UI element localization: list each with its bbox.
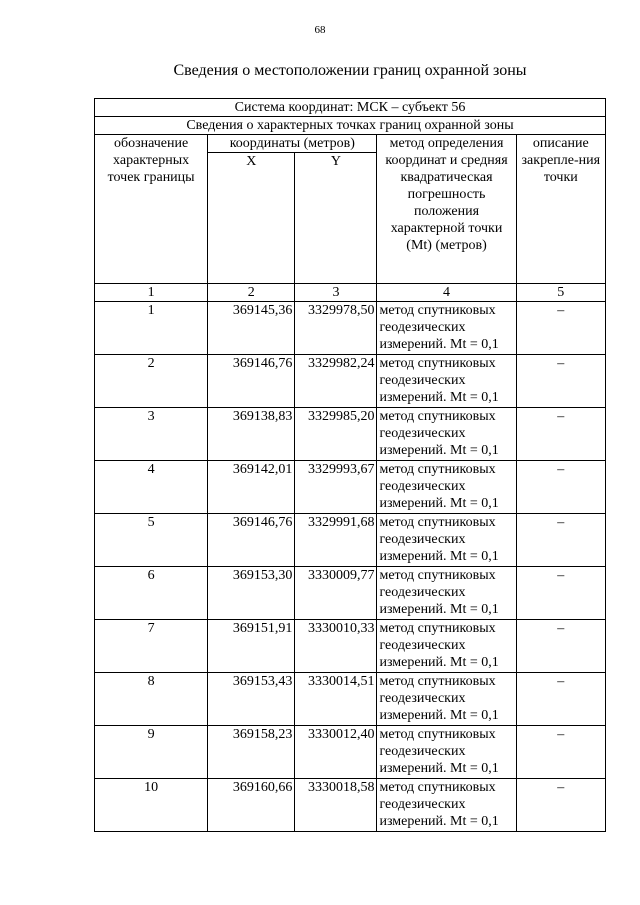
coordinate-x: 369158,23	[208, 726, 295, 779]
point-number: 7	[95, 620, 208, 673]
coordinate-y: 3329982,24	[295, 355, 377, 408]
method-cell: метод спутниковых геодезических измерений. Mt = 0,1	[377, 408, 516, 461]
method-cell: метод спутниковых геодезических измерений. Mt = 0,1	[377, 514, 516, 567]
table-row	[95, 567, 606, 620]
table-row	[95, 408, 606, 461]
table-row	[95, 302, 606, 355]
column-number: 5	[516, 284, 605, 302]
table-row	[95, 355, 606, 408]
point-number: 8	[95, 673, 208, 726]
header-y: Y	[295, 153, 377, 284]
method-cell: метод спутниковых геодезических измерений. Mt = 0,1	[377, 302, 516, 355]
method-cell: метод спутниковых геодезических измерений. Mt = 0,1	[377, 567, 516, 620]
header-x: X	[208, 153, 295, 284]
description-cell: –	[516, 514, 605, 567]
column-number: 3	[295, 284, 377, 302]
point-number: 10	[95, 779, 208, 832]
column-number-row	[95, 284, 606, 302]
description-cell: –	[516, 620, 605, 673]
coordinate-y: 3329985,20	[295, 408, 377, 461]
coordinate-y: 3329993,67	[295, 461, 377, 514]
coordinate-y: 3329991,68	[295, 514, 377, 567]
coordinate-y: 3330012,40	[295, 726, 377, 779]
page-number: 68	[314, 24, 326, 36]
coordinate-x: 369160,66	[208, 779, 295, 832]
point-number: 2	[95, 355, 208, 408]
coordinate-x: 369138,83	[208, 408, 295, 461]
method-cell: метод спутниковых геодезических измерений. Mt = 0,1	[377, 673, 516, 726]
coordinate-x: 369146,76	[208, 355, 295, 408]
method-cell: метод спутниковых геодезических измерений. Mt = 0,1	[377, 461, 516, 514]
column-number: 2	[208, 284, 295, 302]
point-number: 6	[95, 567, 208, 620]
method-cell: метод спутниковых геодезических измерений. Mt = 0,1	[377, 355, 516, 408]
coordinate-x: 369142,01	[208, 461, 295, 514]
coordinate-x: 369145,36	[208, 302, 295, 355]
point-number: 9	[95, 726, 208, 779]
coordinate-y: 3330018,58	[295, 779, 377, 832]
header-point-designation: обозначение характерных точек границы	[95, 135, 208, 284]
coordinate-y: 3330009,77	[295, 567, 377, 620]
method-cell: метод спутниковых геодезических измерений. Mt = 0,1	[377, 726, 516, 779]
coordinate-x: 369153,30	[208, 567, 295, 620]
coordinate-x: 369153,43	[208, 673, 295, 726]
coordinate-y: 3329978,50	[295, 302, 377, 355]
coordinate-system-header: Система координат: МСК – субъект 56	[95, 99, 606, 117]
coordinate-y: 3330010,33	[295, 620, 377, 673]
description-cell: –	[516, 779, 605, 832]
document-title: Сведения о местоположении границ охранной зоны	[173, 62, 527, 79]
description-cell: –	[516, 726, 605, 779]
header-description: описание закрепле-ния точки	[516, 135, 605, 284]
description-cell: –	[516, 355, 605, 408]
header-coordinates: координаты (метров)	[208, 135, 377, 153]
description-cell: –	[516, 567, 605, 620]
table-row	[95, 620, 606, 673]
coordinate-x: 369146,76	[208, 514, 295, 567]
header-method: метод определения координат и средняя квадратическая погрешность положения характерной точки (Mt) (метров)	[377, 135, 516, 284]
table-row	[95, 673, 606, 726]
table-row	[95, 514, 606, 567]
description-cell: –	[516, 673, 605, 726]
coordinate-y: 3330014,51	[295, 673, 377, 726]
point-number: 1	[95, 302, 208, 355]
table-row	[95, 726, 606, 779]
table-row	[95, 461, 606, 514]
point-number: 3	[95, 408, 208, 461]
boundary-points-table	[94, 98, 606, 832]
table-row	[95, 779, 606, 832]
point-number: 5	[95, 514, 208, 567]
description-cell: –	[516, 302, 605, 355]
method-cell: метод спутниковых геодезических измерений. Mt = 0,1	[377, 620, 516, 673]
description-cell: –	[516, 461, 605, 514]
method-cell: метод спутниковых геодезических измерений. Mt = 0,1	[377, 779, 516, 832]
section-header: Сведения о характерных точках границ охранной зоны	[95, 117, 606, 135]
column-number: 4	[377, 284, 516, 302]
point-number: 4	[95, 461, 208, 514]
description-cell: –	[516, 408, 605, 461]
coordinate-x: 369151,91	[208, 620, 295, 673]
column-number: 1	[95, 284, 208, 302]
